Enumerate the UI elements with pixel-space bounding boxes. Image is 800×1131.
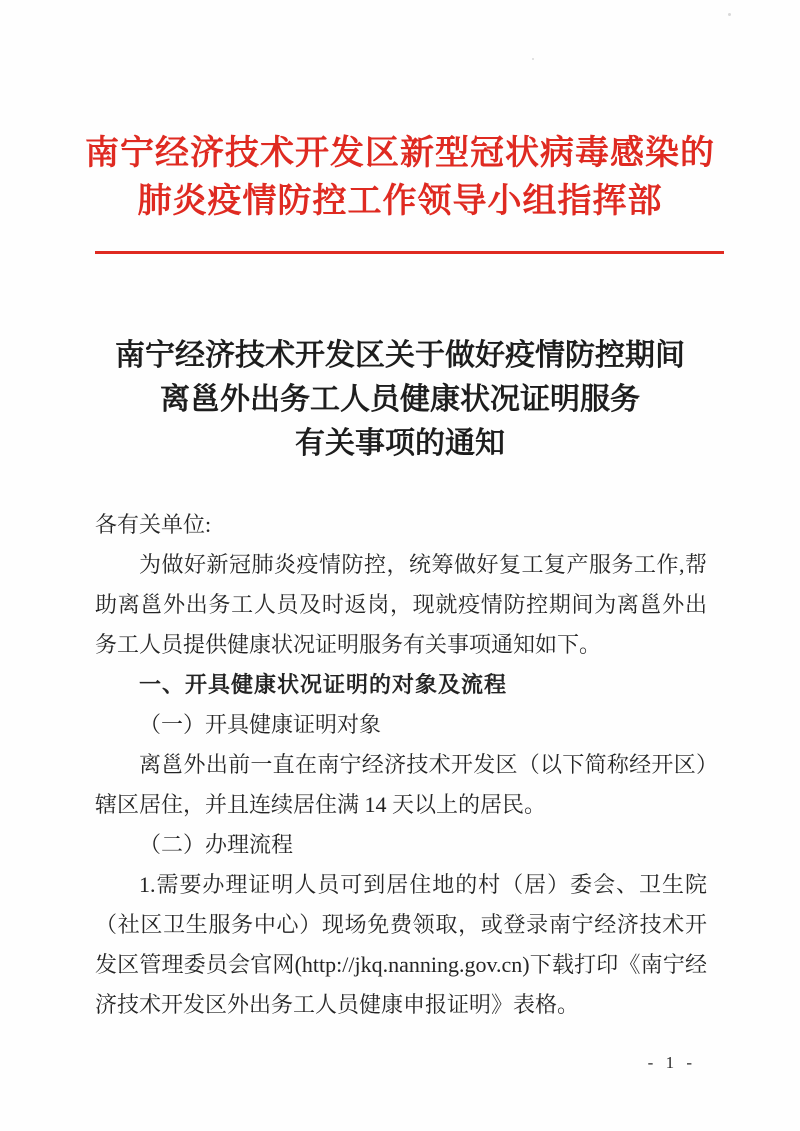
agency-name-line-2: 肺炎疫情防控工作领导小组指挥部 — [137, 183, 663, 220]
salutation: 各有关单位: — [95, 512, 212, 537]
letterhead — [0, 130, 800, 226]
paragraph-process-step-1: 1.需要办理证明人员可到居住地的村（居）委会、卫生院（社区卫生服务中心）现场免费领取，或登录南宁经济技术开发区管理委员会官网(http://jkq.nanning.gov.cn)下载打印《南宁经济技术开发区外出务工人员健康申报证明》表格。 — [95, 872, 707, 1017]
document-title-line-3: 有关事项的通知 — [295, 427, 505, 460]
section-1-heading: 一、开具健康状况证明的对象及流程 — [139, 672, 508, 697]
document-title-line-1: 南宁经济技术开发区关于做好疫情防控期间 — [115, 339, 685, 372]
letterhead-rule — [95, 251, 724, 254]
section-1-1-heading: （一）开具健康证明对象 — [139, 712, 382, 737]
page-number: - 1 - — [647, 1053, 696, 1072]
document-title — [0, 334, 800, 466]
document-title-line-2: 离邕外出务工人员健康状况证明服务 — [160, 383, 640, 416]
document-body — [95, 505, 707, 1025]
section-1-2-heading: （二）办理流程 — [139, 832, 294, 857]
paragraph-eligibility: 离邕外出前一直在南宁经济技术开发区（以下简称经开区）辖区居住，并且连续居住满 14 天以上的居民。 — [95, 752, 707, 817]
agency-name-line-1: 南宁经济技术开发区新型冠状病毒感染的 — [85, 135, 715, 172]
scan-speck — [728, 13, 731, 16]
scan-speck — [532, 58, 534, 60]
paragraph-intro: 为做好新冠肺炎疫情防控，统筹做好复工复产服务工作,帮助离邕外出务工人员及时返岗，现就疫情防控期间为离邕外出务工人员提供健康状况证明服务有关事项通知如下。 — [95, 552, 707, 657]
